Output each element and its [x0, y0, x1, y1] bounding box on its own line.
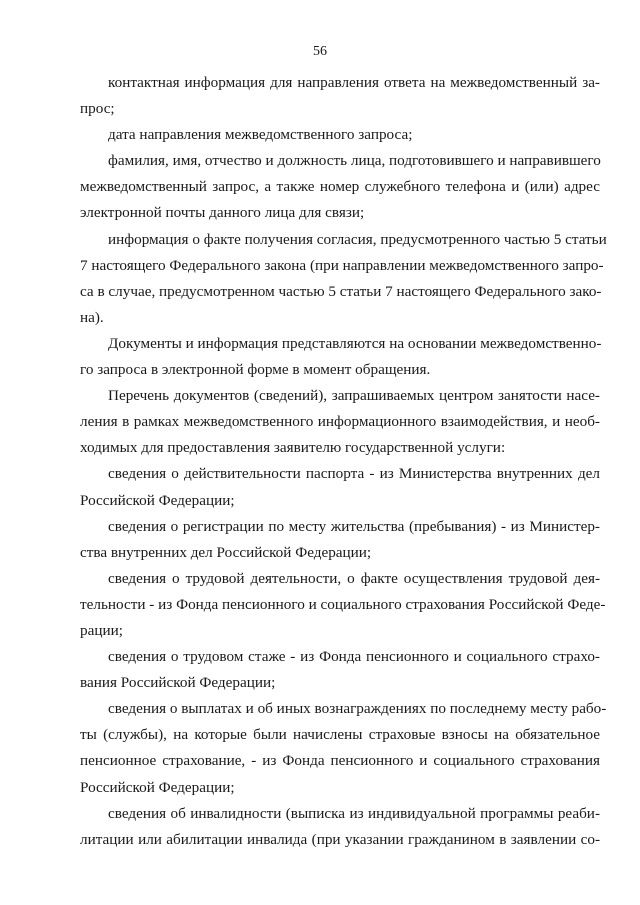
text-line: 7 настоящего Федерального закона (при направлении межведомственного запро-	[80, 256, 604, 274]
text-line: са в случае, предусмотренном частью 5 статьи 7 настоящего Федерального зако-	[80, 282, 602, 300]
document-body	[80, 70, 607, 853]
text-line: контактная информация для направления ответа на межведомственный за-	[108, 74, 600, 91]
text-line: электронной почты данного лица для связи;	[80, 204, 365, 222]
text-line: Перечень документов (сведений), запрашиваемых центром занятости насе-	[108, 387, 600, 405]
text-line: межведомственный запрос, а также номер служебного телефона и (или) адрес	[80, 178, 600, 196]
text-line: сведения об инвалидности (выписка из индивидуальной программы реаби-	[108, 804, 600, 822]
text-line: фамилия, имя, отчество и должность лица, подготовившего и направившего	[108, 152, 601, 170]
text-line: тельности - из Фонда пенсионного и социального страхования Российской Феде-	[80, 595, 606, 613]
paragraph	[80, 122, 600, 148]
paragraph	[80, 227, 607, 331]
text-line: Документы и информация представляются на основании межведомственно-	[108, 334, 602, 352]
text-line: ления в рамках межведомственного информационного взаимодействия, и необ-	[80, 413, 600, 431]
text-line: ства внутренних дел Российской Федерации;	[80, 543, 372, 561]
paragraph	[80, 461, 600, 513]
paragraph	[80, 514, 600, 566]
page-number: 56	[313, 44, 327, 59]
paragraph	[80, 383, 600, 461]
paragraph	[80, 331, 600, 383]
text-line: Российской Федерации;	[80, 778, 235, 796]
paragraph	[80, 696, 607, 800]
text-line: сведения о выплатах и об иных вознаграждениях по последнему месту рабо-	[108, 700, 607, 718]
paragraph	[80, 644, 600, 696]
text-line: ты (службы), на которые были начислены страховые взносы на обязательное	[80, 726, 600, 744]
text-line: информация о факте получения согласия, предусмотренного частью 5 статьи	[108, 230, 607, 248]
paragraph	[80, 148, 600, 226]
text-line: прос;	[80, 100, 115, 118]
text-line: сведения о регистрации по месту жительства (пребывания) - из Министер-	[108, 517, 600, 535]
text-line: ходимых для предоставления заявителю государственной услуги:	[80, 439, 506, 457]
text-line: дата направления межведомственного запроса;	[108, 126, 413, 144]
text-line: сведения о действительности паспорта - из Министерства внутренних дел	[108, 465, 600, 483]
paragraph	[80, 566, 606, 644]
paragraph	[80, 70, 600, 122]
text-line: вания Российской Федерации;	[80, 674, 276, 692]
text-line: сведения о трудовом стаже - из Фонда пенсионного и социального страхо-	[108, 648, 600, 666]
text-line: Российской Федерации;	[80, 491, 235, 509]
text-line: сведения о трудовой деятельности, о факте осуществления трудовой дея-	[108, 569, 600, 587]
text-line: литации или абилитации инвалида (при указании гражданином в заявлении со-	[80, 830, 600, 848]
text-line: го запроса в электронной форме в момент обращения.	[80, 361, 431, 379]
text-line: на).	[80, 308, 104, 326]
paragraph	[80, 801, 600, 853]
text-line: пенсионное страхование, - из Фонда пенсионного и социального страхования	[80, 752, 600, 770]
text-line: рации;	[80, 621, 123, 639]
